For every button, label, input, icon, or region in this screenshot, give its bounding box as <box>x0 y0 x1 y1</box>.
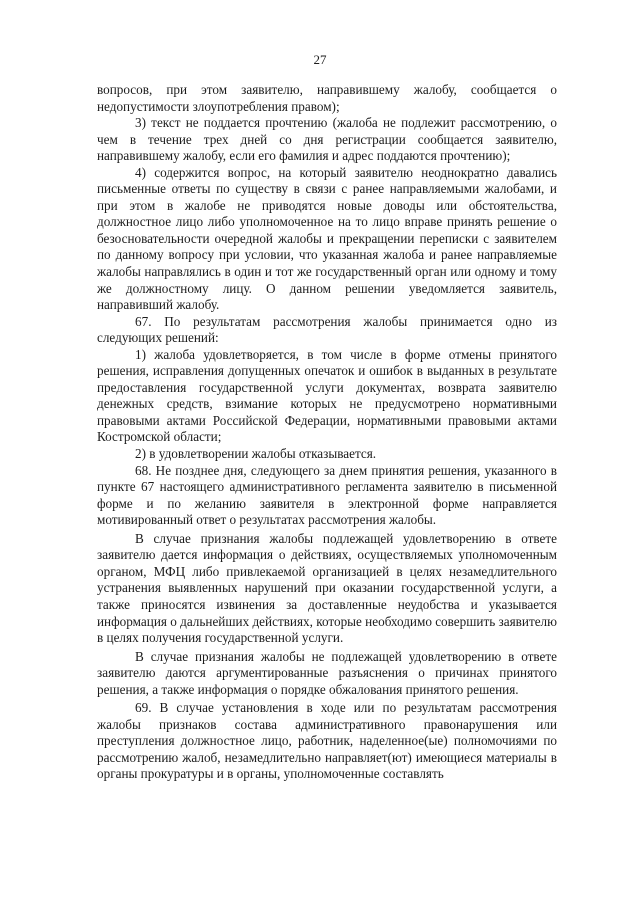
paragraph-decision-1: 1) жалоба удовлетворяется, в том числе в форме отмены принятого решения, исправления допущенных опечаток и ошибок в выданных в результате предоставления государственной услуги документах, возврата заявителю денежных средств, взимание которых не предусмотрено нормативными правовыми актами Российской Федерации, нормативными правовыми актами Костромской области; <box>97 346 557 445</box>
paragraph-item-4: 4) содержится вопрос, на который заявителю неоднократно давались письменные ответы по существу в связи с ранее направляемыми жалобами, и при этом в жалобе не приводятся новые доводы или обстоятельства, должностное лицо либо уполномоченное на то лицо вправе принять решение о безосновательности очередной жалобы и прекращении переписки с заявителем по данному вопросу при условии, что указанная жалоба и ранее направляемые жалобы направлялись в один и тот же государственный орган или одному и тому же должностному лицу. О данном решении уведомляется заявитель, направивший жалобу. <box>97 164 557 313</box>
paragraph-clause-69: 69. В случае установления в ходе или по результатам рассмотрения жалобы признаков состава административного правонарушения или преступления должностное лицо, работник, наделенное(ые) полномочиями по рассмотрению жалоб, незамедлительно направляет(ют) имеющиеся материалы в органы прокуратуры и в органы, уполномоченные составлять <box>97 700 557 782</box>
paragraph-continuation: вопросов, при этом заявителю, направившему жалобу, сообщается о недопустимости злоупотребления правом); <box>97 82 557 114</box>
paragraph-rejected-case: В случае признания жалобы не подлежащей удовлетворению в ответе заявителю даются аргументированные разъяснения о причинах принятого решения, а также информация о порядке обжалования принятого решения. <box>97 648 557 697</box>
document-body <box>97 82 557 783</box>
paragraph-decision-2: 2) в удовлетворении жалобы отказывается. <box>135 446 377 462</box>
paragraph-clause-67: 67. По результатам рассмотрения жалобы принимается одно из следующих решений: <box>97 313 557 346</box>
paragraph-item-3: 3) текст не поддается прочтению (жалоба не подлежит рассмотрению, о чем в течение трех дней со дня регистрации сообщается заявителю, направившему жалобу, если его фамилия и адрес поддаются прочтению); <box>97 115 557 164</box>
paragraph-satisfied-case: В случае признания жалобы подлежащей удовлетворению в ответе заявителю дается информация о действиях, осуществляемых уполномоченным органом, МФЦ либо привлекаемой организацией в целях незамедлительного устранения выявленных нарушений при оказании государственной услуги, а также приносятся извинения за доставленные неудобства и указывается информация о дальнейших действиях, которые необходимо совершить заявителю в целях получения государственной услуги. <box>97 530 557 646</box>
paragraph-clause-68: 68. Не позднее дня, следующего за днем принятия решения, указанного в пункте 67 настоящего административного регламента заявителю в письменной форме и по желанию заявителя в электронной форме направляется мотивированный ответ о результатах рассмотрения жалобы. <box>97 462 557 528</box>
page-number: 27 <box>313 52 327 67</box>
